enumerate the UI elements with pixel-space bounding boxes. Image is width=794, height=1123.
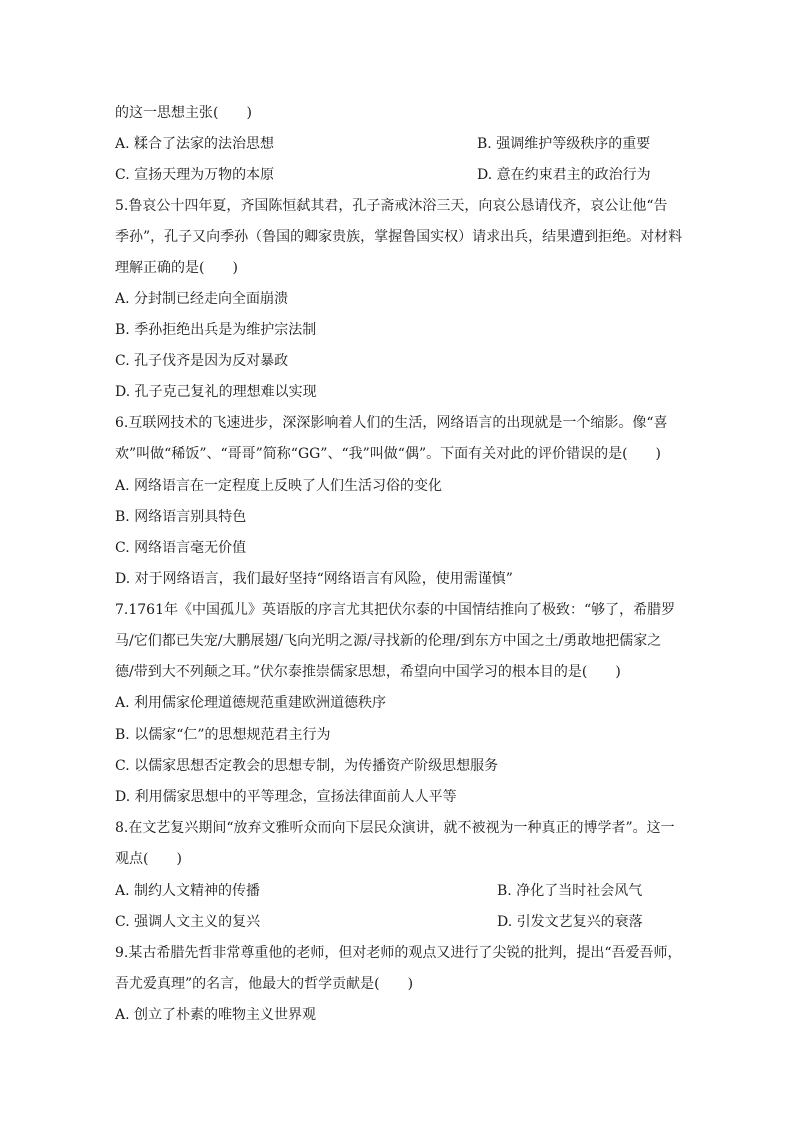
option-6b: B. 网络语言别具特色 (115, 509, 247, 525)
option-6c: C. 网络语言毫无价值 (115, 540, 247, 556)
option-7c: C. 以儒家思想否定教会的思想专制，为传播资产阶级思想服务 (115, 758, 499, 774)
question-8-line-2: 观点( ) (115, 851, 182, 867)
option-5c: C. 孔子伐齐是因为反对暴政 (115, 353, 289, 369)
question-5-line-1: 5.鲁哀公十四年夏，齐国陈恒弑其君，孔子斋戒沐浴三天，向哀公恳请伐齐，哀公让他“告 (115, 198, 668, 214)
question-stem-continued: 的这一思想主张( ) (115, 105, 252, 121)
option-8a: A. 制约人文精神的传播 (115, 883, 261, 899)
question-9-line-2: 吾尤爱真理”的名言，他最大的哲学贡献是( ) (115, 976, 414, 992)
option-6a: A. 网络语言在一定程度上反映了人们生活习俗的变化 (115, 478, 443, 494)
option-4d: D. 意在约束君主的政治行为 (477, 167, 651, 183)
option-7a: A. 利用儒家伦理道德规范重建欧洲道德秩序 (115, 695, 387, 711)
option-5d: D. 孔子克己复礼的理想难以实现 (115, 384, 317, 400)
question-9-line-1: 9.某古希腊先哲非常尊重他的老师，但对老师的观点又进行了尖锐的批判，提出“吾爱吾师， (115, 945, 682, 961)
question-7-line-3: 德/带到大不列颠之耳。”伏尔泰推崇儒家思想，希望向中国学习的根本目的是( ) (115, 664, 621, 680)
question-6-line-1: 6.互联网技术的飞速进步，深深影响着人们的生活，网络语言的出现就是一个缩影。像“喜 (115, 415, 668, 431)
option-4b: B. 强调维护等级秩序的重要 (477, 136, 651, 152)
option-4c: C. 宣扬天理为万物的本原 (115, 167, 275, 183)
option-7d: D. 利用儒家思想中的平等理念，宣扬法律面前人人平等 (115, 789, 457, 805)
option-4a: A. 糅合了法家的法治思想 (115, 136, 275, 152)
option-7b: B. 以儒家“仁”的思想规范君主行为 (115, 727, 331, 743)
question-6-line-2: 欢”叫做“稀饭”、“哥哥”简称“GG”、“我”叫做“偶”。下面有关对此的评价错误的是( ) (115, 446, 662, 462)
option-8d: D. 引发文艺复兴的衰落 (497, 914, 643, 930)
option-5b: B. 季孙拒绝出兵是为维护宗法制 (115, 322, 317, 338)
option-9a: A. 创立了朴素的唯物主义世界观 (115, 1007, 317, 1023)
question-5-line-2: 季孙”，孔子又向季孙（鲁国的卿家贵族，掌握鲁国实权）请求出兵，结果遭到拒绝。对材料 (115, 229, 683, 245)
option-8c: C. 强调人文主义的复兴 (115, 914, 261, 930)
option-6d: D. 对于网络语言，我们最好坚持“网络语言有风险，使用需谨慎” (115, 571, 513, 587)
option-8b: B. 净化了当时社会风气 (497, 883, 643, 899)
option-5a: A. 分封制已经走向全面崩溃 (115, 291, 289, 307)
question-7-line-1: 7.1761年《中国孤儿》英语版的序言尤其把伏尔泰的中国情结推向了极致：“够了，希腊罗 (115, 602, 676, 618)
question-7-line-2: 马/它们都已失宠/大鹏展翅/飞向光明之源/寻找新的伦理/到东方中国之土/勇敢地把儒家之 (115, 633, 662, 649)
question-8-line-1: 8.在文艺复兴期间“放弃文雅听众而向下层民众演讲，就不被视为一种真正的博学者”。这一 (115, 820, 675, 836)
question-5-line-3: 理解正确的是( ) (115, 260, 238, 276)
